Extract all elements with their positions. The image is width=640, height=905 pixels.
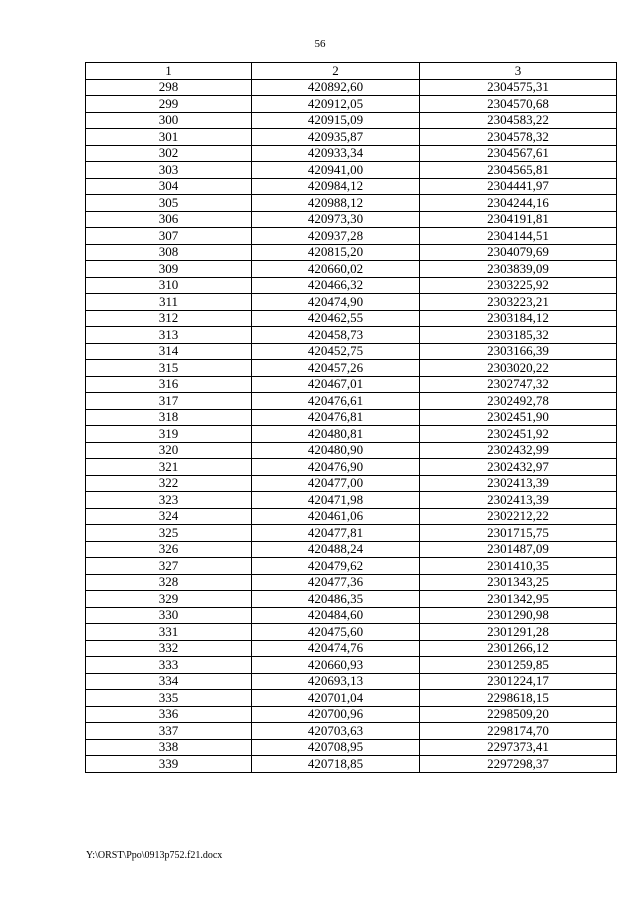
point-number-cell: 307 <box>86 228 252 245</box>
table-row <box>86 409 617 426</box>
x-coordinate-cell: 420466,32 <box>252 277 420 294</box>
x-coordinate-cell: 420915,09 <box>252 112 420 129</box>
table-row <box>86 607 617 624</box>
table-row <box>86 508 617 525</box>
y-coordinate-cell: 2301224,17 <box>420 673 617 690</box>
x-coordinate-cell: 420700,96 <box>252 706 420 723</box>
point-number-cell: 308 <box>86 244 252 261</box>
point-number-cell: 325 <box>86 525 252 542</box>
point-number-cell: 324 <box>86 508 252 525</box>
point-number-cell: 332 <box>86 640 252 657</box>
x-coordinate-cell: 420973,30 <box>252 211 420 228</box>
y-coordinate-cell: 2304244,16 <box>420 195 617 212</box>
x-coordinate-cell: 420892,60 <box>252 79 420 96</box>
y-coordinate-cell: 2304144,51 <box>420 228 617 245</box>
y-coordinate-cell: 2303839,09 <box>420 261 617 278</box>
point-number-cell: 314 <box>86 343 252 360</box>
x-coordinate-cell: 420458,73 <box>252 327 420 344</box>
table-row <box>86 310 617 327</box>
point-number-cell: 310 <box>86 277 252 294</box>
y-coordinate-cell: 2301343,25 <box>420 574 617 591</box>
point-number-cell: 329 <box>86 591 252 608</box>
point-number-cell: 301 <box>86 129 252 146</box>
point-number-cell: 299 <box>86 96 252 113</box>
table-row <box>86 475 617 492</box>
table-row <box>86 360 617 377</box>
x-coordinate-cell: 420941,00 <box>252 162 420 179</box>
point-number-cell: 331 <box>86 624 252 641</box>
point-number-cell: 311 <box>86 294 252 311</box>
y-coordinate-cell: 2304191,81 <box>420 211 617 228</box>
table-row <box>86 277 617 294</box>
x-coordinate-cell: 420486,35 <box>252 591 420 608</box>
point-number-cell: 327 <box>86 558 252 575</box>
table-row <box>86 591 617 608</box>
y-coordinate-cell: 2302413,39 <box>420 475 617 492</box>
y-coordinate-cell: 2303166,39 <box>420 343 617 360</box>
footer-file-path: Y:\ORST\Ppo\0913p752.f21.docx <box>86 850 223 861</box>
x-coordinate-cell: 420474,90 <box>252 294 420 311</box>
y-coordinate-cell: 2304079,69 <box>420 244 617 261</box>
point-number-cell: 316 <box>86 376 252 393</box>
table-row <box>86 739 617 756</box>
table-row <box>86 657 617 674</box>
y-coordinate-cell: 2302492,78 <box>420 393 617 410</box>
x-coordinate-cell: 420488,24 <box>252 541 420 558</box>
x-coordinate-cell: 420933,34 <box>252 145 420 162</box>
point-number-cell: 328 <box>86 574 252 591</box>
x-coordinate-cell: 420474,76 <box>252 640 420 657</box>
x-coordinate-cell: 420452,75 <box>252 343 420 360</box>
table-row <box>86 343 617 360</box>
point-number-cell: 313 <box>86 327 252 344</box>
table-row <box>86 96 617 113</box>
table-row <box>86 640 617 657</box>
x-coordinate-cell: 420815,20 <box>252 244 420 261</box>
point-number-cell: 303 <box>86 162 252 179</box>
point-number-cell: 335 <box>86 690 252 707</box>
table-row <box>86 393 617 410</box>
x-coordinate-cell: 420476,81 <box>252 409 420 426</box>
x-coordinate-cell: 420660,93 <box>252 657 420 674</box>
y-coordinate-cell: 2298174,70 <box>420 723 617 740</box>
x-coordinate-cell: 420462,55 <box>252 310 420 327</box>
table-row <box>86 162 617 179</box>
point-number-cell: 334 <box>86 673 252 690</box>
x-coordinate-cell: 420461,06 <box>252 508 420 525</box>
point-number-cell: 300 <box>86 112 252 129</box>
table-row <box>86 459 617 476</box>
table-row <box>86 756 617 773</box>
y-coordinate-cell: 2302413,39 <box>420 492 617 509</box>
coordinates-table <box>85 62 617 773</box>
y-coordinate-cell: 2297298,37 <box>420 756 617 773</box>
x-coordinate-cell: 420467,01 <box>252 376 420 393</box>
y-coordinate-cell: 2304565,81 <box>420 162 617 179</box>
table-row <box>86 211 617 228</box>
table-row <box>86 244 617 261</box>
table-row <box>86 261 617 278</box>
y-coordinate-cell: 2298509,20 <box>420 706 617 723</box>
table-row <box>86 129 617 146</box>
x-coordinate-cell: 420476,90 <box>252 459 420 476</box>
y-coordinate-cell: 2301266,12 <box>420 640 617 657</box>
table-row <box>86 624 617 641</box>
y-coordinate-cell: 2297373,41 <box>420 739 617 756</box>
table-row <box>86 426 617 443</box>
point-number-cell: 305 <box>86 195 252 212</box>
table-row <box>86 558 617 575</box>
table-header <box>86 63 617 80</box>
header-row <box>86 63 617 80</box>
y-coordinate-cell: 2304567,61 <box>420 145 617 162</box>
page-number: 56 <box>314 38 326 50</box>
y-coordinate-cell: 2301715,75 <box>420 525 617 542</box>
y-coordinate-cell: 2303225,92 <box>420 277 617 294</box>
x-coordinate-cell: 420475,60 <box>252 624 420 641</box>
point-number-cell: 319 <box>86 426 252 443</box>
table-row <box>86 541 617 558</box>
point-number-cell: 321 <box>86 459 252 476</box>
x-coordinate-cell: 420701,04 <box>252 690 420 707</box>
x-coordinate-cell: 420718,85 <box>252 756 420 773</box>
table-row <box>86 195 617 212</box>
y-coordinate-cell: 2304441,97 <box>420 178 617 195</box>
x-coordinate-cell: 420480,81 <box>252 426 420 443</box>
y-coordinate-cell: 2303223,21 <box>420 294 617 311</box>
x-coordinate-cell: 420703,63 <box>252 723 420 740</box>
x-coordinate-cell: 420457,26 <box>252 360 420 377</box>
x-coordinate-cell: 420708,95 <box>252 739 420 756</box>
column-header-1: 1 <box>86 63 252 80</box>
x-coordinate-cell: 420937,28 <box>252 228 420 245</box>
x-coordinate-cell: 420984,12 <box>252 178 420 195</box>
point-number-cell: 326 <box>86 541 252 558</box>
point-number-cell: 336 <box>86 706 252 723</box>
point-number-cell: 333 <box>86 657 252 674</box>
y-coordinate-cell: 2298618,15 <box>420 690 617 707</box>
table-row <box>86 178 617 195</box>
y-coordinate-cell: 2301291,28 <box>420 624 617 641</box>
table-row <box>86 79 617 96</box>
point-number-cell: 312 <box>86 310 252 327</box>
point-number-cell: 330 <box>86 607 252 624</box>
y-coordinate-cell: 2301290,98 <box>420 607 617 624</box>
y-coordinate-cell: 2301342,95 <box>420 591 617 608</box>
table-row <box>86 294 617 311</box>
point-number-cell: 315 <box>86 360 252 377</box>
point-number-cell: 339 <box>86 756 252 773</box>
y-coordinate-cell: 2304583,22 <box>420 112 617 129</box>
point-number-cell: 337 <box>86 723 252 740</box>
table-row <box>86 723 617 740</box>
y-coordinate-cell: 2301259,85 <box>420 657 617 674</box>
y-coordinate-cell: 2304575,31 <box>420 79 617 96</box>
y-coordinate-cell: 2304570,68 <box>420 96 617 113</box>
table-row <box>86 690 617 707</box>
y-coordinate-cell: 2303184,12 <box>420 310 617 327</box>
x-coordinate-cell: 420912,05 <box>252 96 420 113</box>
y-coordinate-cell: 2303185,32 <box>420 327 617 344</box>
table-row <box>86 145 617 162</box>
point-number-cell: 338 <box>86 739 252 756</box>
x-coordinate-cell: 420480,90 <box>252 442 420 459</box>
point-number-cell: 323 <box>86 492 252 509</box>
point-number-cell: 322 <box>86 475 252 492</box>
point-number-cell: 304 <box>86 178 252 195</box>
table-row <box>86 574 617 591</box>
table-row <box>86 376 617 393</box>
y-coordinate-cell: 2302432,99 <box>420 442 617 459</box>
table-row <box>86 706 617 723</box>
x-coordinate-cell: 420476,61 <box>252 393 420 410</box>
x-coordinate-cell: 420660,02 <box>252 261 420 278</box>
y-coordinate-cell: 2302747,32 <box>420 376 617 393</box>
x-coordinate-cell: 420693,13 <box>252 673 420 690</box>
table-row <box>86 492 617 509</box>
point-number-cell: 298 <box>86 79 252 96</box>
table-row <box>86 327 617 344</box>
y-coordinate-cell: 2301410,35 <box>420 558 617 575</box>
x-coordinate-cell: 420479,62 <box>252 558 420 575</box>
column-header-3: 3 <box>420 63 617 80</box>
y-coordinate-cell: 2302451,90 <box>420 409 617 426</box>
x-coordinate-cell: 420477,00 <box>252 475 420 492</box>
table-row <box>86 442 617 459</box>
point-number-cell: 320 <box>86 442 252 459</box>
x-coordinate-cell: 420471,98 <box>252 492 420 509</box>
y-coordinate-cell: 2302451,92 <box>420 426 617 443</box>
table-row <box>86 112 617 129</box>
y-coordinate-cell: 2302212,22 <box>420 508 617 525</box>
column-header-2: 2 <box>252 63 420 80</box>
table-row <box>86 228 617 245</box>
y-coordinate-cell: 2301487,09 <box>420 541 617 558</box>
point-number-cell: 302 <box>86 145 252 162</box>
x-coordinate-cell: 420988,12 <box>252 195 420 212</box>
point-number-cell: 306 <box>86 211 252 228</box>
x-coordinate-cell: 420484,60 <box>252 607 420 624</box>
x-coordinate-cell: 420935,87 <box>252 129 420 146</box>
x-coordinate-cell: 420477,81 <box>252 525 420 542</box>
table-row <box>86 673 617 690</box>
y-coordinate-cell: 2304578,32 <box>420 129 617 146</box>
x-coordinate-cell: 420477,36 <box>252 574 420 591</box>
table-row <box>86 525 617 542</box>
table-body <box>86 79 617 772</box>
y-coordinate-cell: 2303020,22 <box>420 360 617 377</box>
point-number-cell: 318 <box>86 409 252 426</box>
point-number-cell: 309 <box>86 261 252 278</box>
y-coordinate-cell: 2302432,97 <box>420 459 617 476</box>
point-number-cell: 317 <box>86 393 252 410</box>
